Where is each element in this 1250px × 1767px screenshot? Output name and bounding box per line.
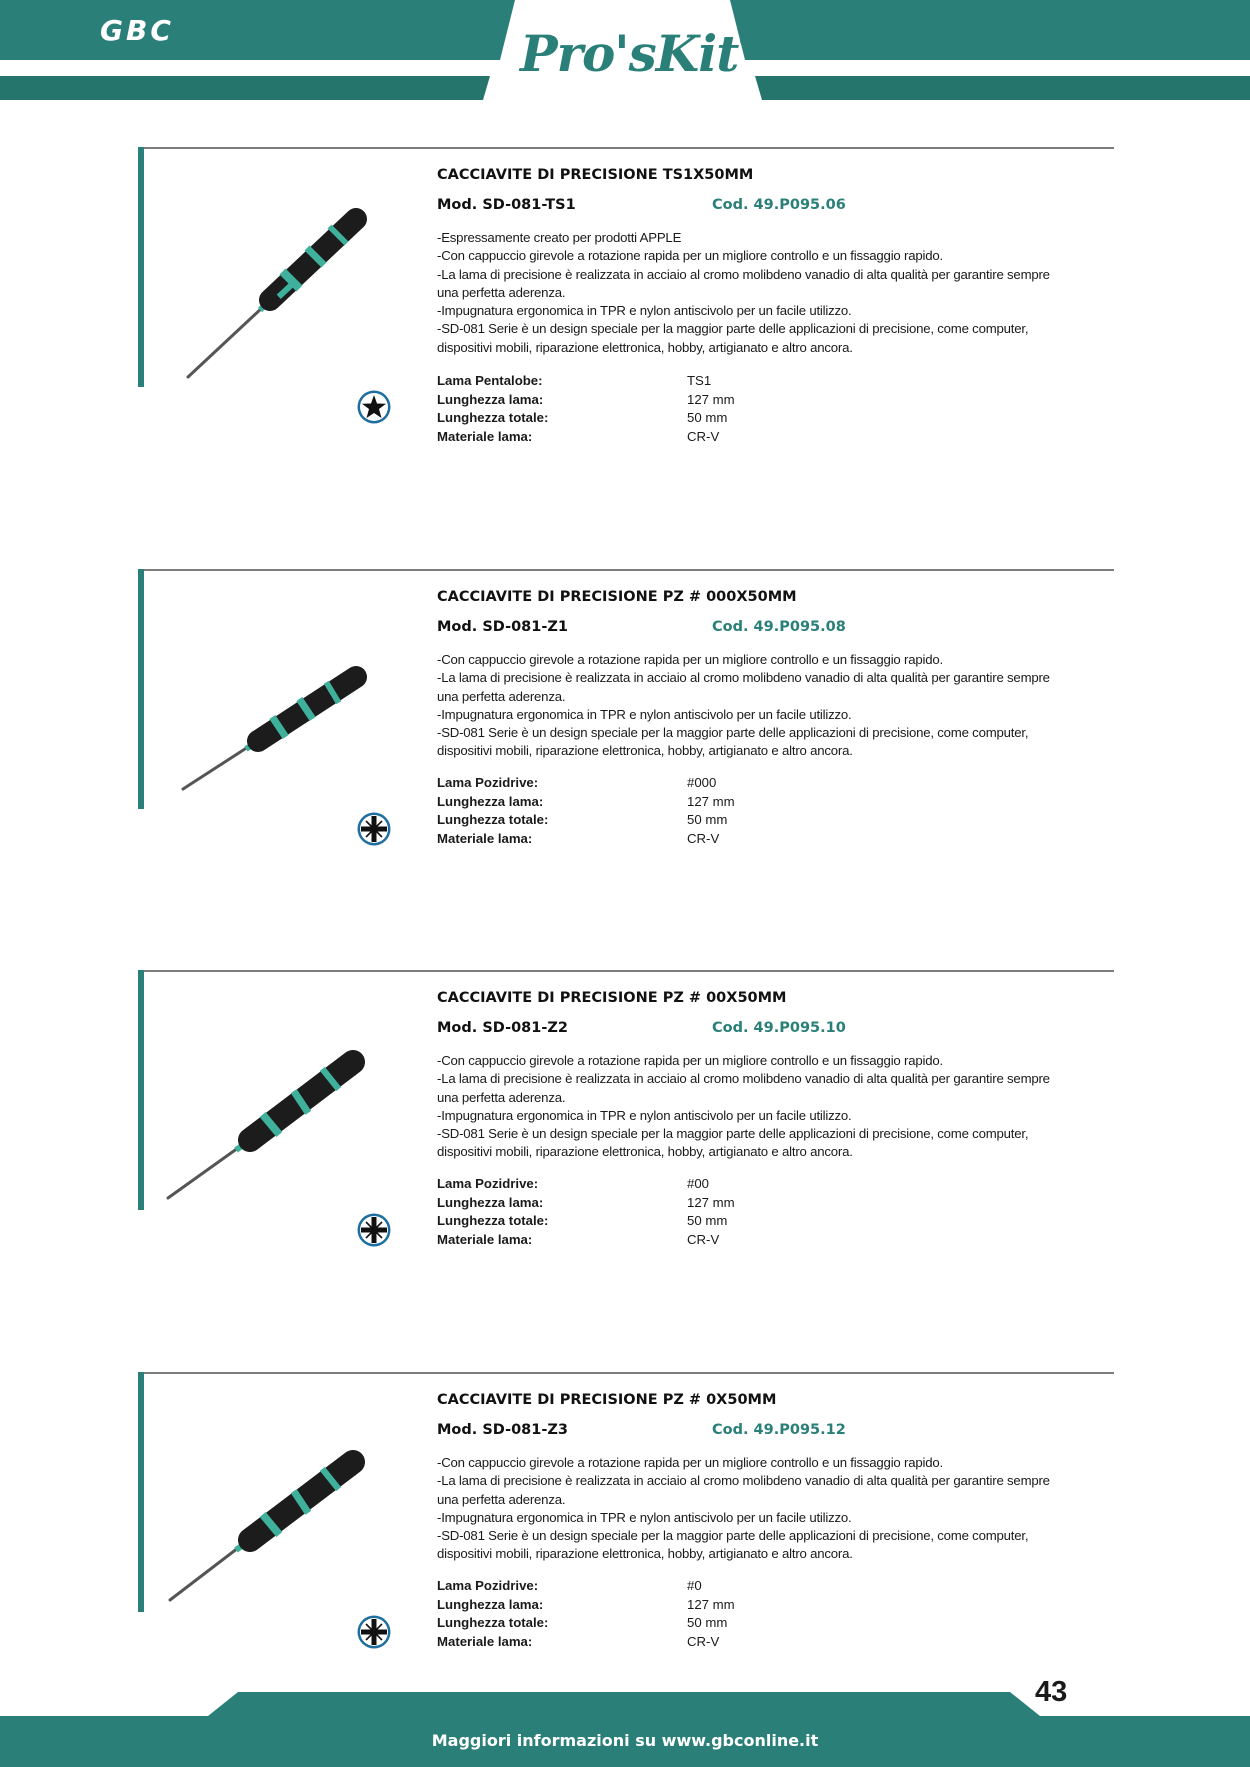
spec-value: CR-V xyxy=(687,830,720,846)
product-accent-bar xyxy=(138,970,144,1210)
spec-row xyxy=(437,793,837,812)
spec-row xyxy=(437,372,837,391)
pozidrive-icon xyxy=(356,1212,392,1248)
spec-row xyxy=(437,1231,837,1250)
product-description xyxy=(437,651,1117,761)
spec-row xyxy=(437,1596,837,1615)
spec-label: Lunghezza totale: xyxy=(437,1213,549,1228)
spec-label: Lunghezza lama: xyxy=(437,391,544,407)
description-line: -Con cappuccio girevole a rotazione rapida per un migliore controllo e un fissaggio rapido. xyxy=(437,1455,943,1470)
description-line: -SD-081 Serie è un design speciale per la maggior parte delle applicazioni di precisione, come computer, xyxy=(437,321,1029,337)
description-line: -Impugnatura ergonomica in TPR e nylon antiscivolo per un facile utilizzo. xyxy=(437,303,852,319)
screwdriver-image xyxy=(148,619,378,819)
spec-row xyxy=(437,1212,837,1231)
description-line: -Impugnatura ergonomica in TPR e nylon antiscivolo per un facile utilizzo. xyxy=(437,1107,852,1123)
description-line: -La lama di precisione è realizzata in acciaio al cromo molibdeno vanadio di alta qualità per garantire sempre xyxy=(437,1473,1050,1489)
product-accent-bar xyxy=(138,147,144,387)
product-accent-bar xyxy=(138,1372,144,1612)
spec-row xyxy=(437,391,837,410)
spec-label: Lunghezza totale: xyxy=(437,1615,549,1630)
product-code: Cod. 49.P095.08 xyxy=(712,619,846,635)
product-model: Mod. SD-081-Z2 xyxy=(437,1020,568,1036)
description-line: una perfetta aderenza. xyxy=(437,1089,566,1105)
product-divider xyxy=(144,569,1114,571)
spec-label: Lama Pentalobe: xyxy=(437,373,543,388)
description-line: -SD-081 Serie è un design speciale per la maggior parte delle applicazioni di precisione, come computer, xyxy=(437,725,1029,741)
product-specs xyxy=(437,1175,837,1249)
screwdriver-image xyxy=(148,1020,378,1220)
product-title: CACCIAVITE DI PRECISIONE PZ # 00X50MM xyxy=(437,990,787,1006)
description-line: -Con cappuccio girevole a rotazione rapida per un migliore controllo e un fissaggio rapido. xyxy=(437,652,943,667)
spec-value: 50 mm xyxy=(687,812,728,827)
description-line: -La lama di precisione è realizzata in acciaio al cromo molibdeno vanadio di alta qualità per garantire sempre xyxy=(437,670,1050,686)
product-divider xyxy=(144,1372,1114,1374)
spec-value: 127 mm xyxy=(687,1596,735,1612)
spec-label: Lunghezza totale: xyxy=(437,812,549,827)
spec-label: Materiale lama: xyxy=(437,1633,533,1649)
spec-label: Materiale lama: xyxy=(437,428,533,444)
description-line: dispositivi mobili, riparazione elettronica, hobby, artigianato e altro ancora. xyxy=(437,743,853,759)
description-line: una perfetta aderenza. xyxy=(437,688,566,704)
description-line: una perfetta aderenza. xyxy=(437,284,566,300)
description-line: una perfetta aderenza. xyxy=(437,1491,566,1507)
spec-value: TS1 xyxy=(687,373,712,388)
description-line: -La lama di precisione è realizzata in acciaio al cromo molibdeno vanadio di alta qualità per garantire sempre xyxy=(437,1071,1050,1087)
product-title: CACCIAVITE DI PRECISIONE PZ # 000X50MM xyxy=(437,589,797,605)
product-card-ts1 xyxy=(0,147,1250,527)
spec-row xyxy=(437,1614,837,1633)
spec-value: CR-V xyxy=(687,1231,720,1247)
pozidrive-icon xyxy=(356,811,392,847)
spec-row xyxy=(437,1633,837,1652)
product-code: Cod. 49.P095.06 xyxy=(712,197,846,213)
screwdriver-image xyxy=(148,197,378,397)
spec-label: Lama Pozidrive: xyxy=(437,775,539,790)
spec-label: Lunghezza lama: xyxy=(437,793,544,809)
spec-label: Lama Pozidrive: xyxy=(437,1578,539,1593)
footer-band xyxy=(0,1656,1250,1767)
proskit-logo xyxy=(520,22,750,86)
spec-row xyxy=(437,830,837,849)
product-specs xyxy=(437,372,837,446)
spec-label: Lunghezza totale: xyxy=(437,410,549,425)
product-specs xyxy=(437,774,837,848)
product-specs xyxy=(437,1577,837,1651)
description-line: -Espressamente creato per prodotti APPLE xyxy=(437,230,682,245)
description-line: -SD-081 Serie è un design speciale per la maggior parte delle applicazioni di precisione, come computer, xyxy=(437,1528,1029,1544)
spec-row xyxy=(437,1577,837,1596)
footer-website-link[interactable]: Maggiori informazioni su www.gbconline.it xyxy=(431,1731,819,1750)
product-model: Mod. SD-081-Z3 xyxy=(437,1422,568,1438)
spec-row xyxy=(437,409,837,428)
spec-value: #000 xyxy=(687,775,717,790)
screwdriver-image xyxy=(148,1422,378,1622)
product-description xyxy=(437,229,1117,357)
product-code: Cod. 49.P095.10 xyxy=(712,1020,846,1036)
spec-label: Materiale lama: xyxy=(437,830,533,846)
spec-label: Lama Pozidrive: xyxy=(437,1176,539,1191)
spec-value: 127 mm xyxy=(687,1194,735,1210)
description-line: -Impugnatura ergonomica in TPR e nylon antiscivolo per un facile utilizzo. xyxy=(437,706,852,722)
gbc-logo: GBC xyxy=(100,14,174,47)
page-number: 43 xyxy=(1035,1676,1068,1708)
spec-value: #0 xyxy=(687,1578,702,1593)
spec-value: 127 mm xyxy=(687,793,735,809)
spec-value: CR-V xyxy=(687,1633,720,1649)
product-divider xyxy=(144,147,1114,149)
page-header xyxy=(0,0,1250,110)
product-description xyxy=(437,1052,1117,1162)
product-title: CACCIAVITE DI PRECISIONE PZ # 0X50MM xyxy=(437,1392,777,1408)
product-card-z1 xyxy=(0,569,1250,949)
spec-row xyxy=(437,1175,837,1194)
product-title: CACCIAVITE DI PRECISIONE TS1X50MM xyxy=(437,167,754,183)
spec-value: CR-V xyxy=(687,428,720,444)
spec-value: 127 mm xyxy=(687,391,735,407)
product-model: Mod. SD-081-TS1 xyxy=(437,197,576,213)
spec-value: 50 mm xyxy=(687,1213,728,1228)
product-card-z2 xyxy=(0,970,1250,1350)
spec-label: Lunghezza lama: xyxy=(437,1596,544,1612)
pentalobe-star-icon xyxy=(356,389,392,425)
description-line: -Con cappuccio girevole a rotazione rapida per un migliore controllo e un fissaggio rapido. xyxy=(437,1053,943,1068)
description-line: dispositivi mobili, riparazione elettronica, hobby, artigianato e altro ancora. xyxy=(437,1144,853,1160)
product-code: Cod. 49.P095.12 xyxy=(712,1422,846,1438)
spec-row xyxy=(437,811,837,830)
description-line: -Impugnatura ergonomica in TPR e nylon antiscivolo per un facile utilizzo. xyxy=(437,1509,852,1525)
product-accent-bar xyxy=(138,569,144,809)
spec-label: Materiale lama: xyxy=(437,1231,533,1247)
product-model: Mod. SD-081-Z1 xyxy=(437,619,568,635)
spec-row xyxy=(437,428,837,447)
description-line: -SD-081 Serie è un design speciale per la maggior parte delle applicazioni di precisione, come computer, xyxy=(437,1126,1029,1142)
proskit-logo-text: Pro'sKit xyxy=(520,24,739,83)
description-line: -La lama di precisione è realizzata in acciaio al cromo molibdeno vanadio di alta qualità per garantire sempre xyxy=(437,266,1050,282)
description-line: -Con cappuccio girevole a rotazione rapida per un migliore controllo e un fissaggio rapido. xyxy=(437,248,943,264)
spec-value: #00 xyxy=(687,1176,710,1191)
spec-row xyxy=(437,1194,837,1213)
product-divider xyxy=(144,970,1114,972)
product-description xyxy=(437,1454,1117,1564)
description-line: dispositivi mobili, riparazione elettronica, hobby, artigianato e altro ancora. xyxy=(437,1546,853,1562)
pozidrive-icon xyxy=(356,1614,392,1650)
spec-value: 50 mm xyxy=(687,1615,728,1630)
page-footer xyxy=(0,1656,1250,1767)
registered-mark: ® xyxy=(738,34,752,50)
spec-value: 50 mm xyxy=(687,410,728,425)
spec-row xyxy=(437,774,837,793)
description-line: dispositivi mobili, riparazione elettronica, hobby, artigianato e altro ancora. xyxy=(437,339,853,355)
spec-label: Lunghezza lama: xyxy=(437,1194,544,1210)
